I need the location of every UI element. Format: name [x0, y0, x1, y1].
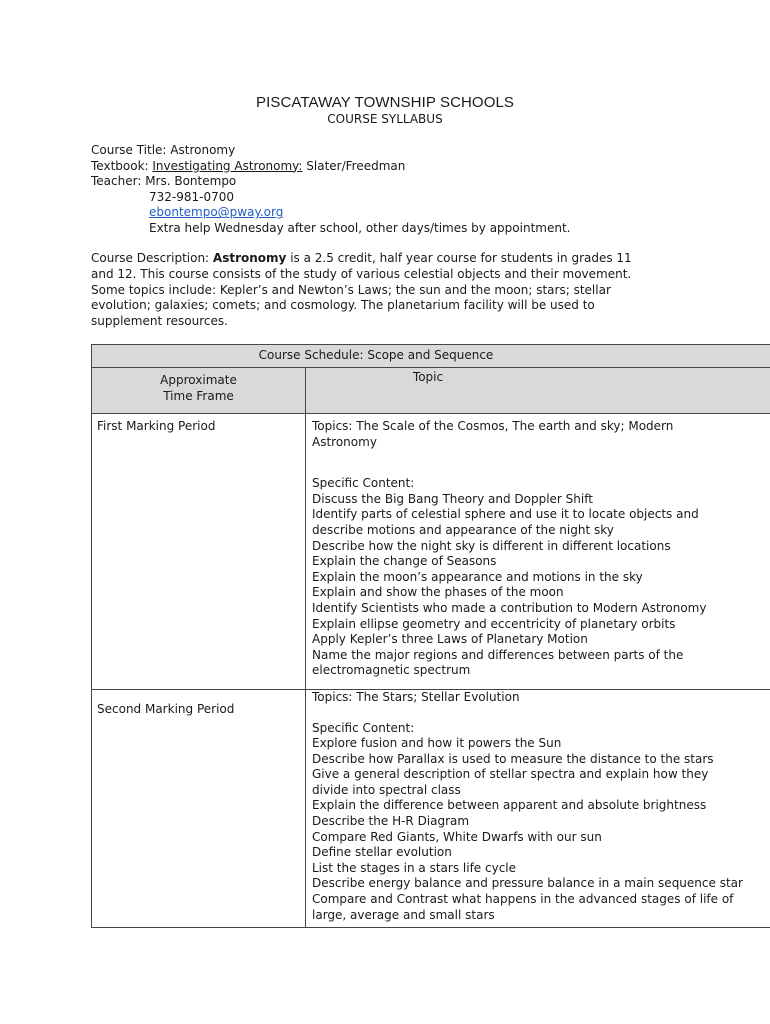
extra-help-note: Extra help Wednesday after school, other days/times by appointment.: [149, 220, 571, 235]
content-item: Compare Red Giants, White Dwarfs with our sun: [312, 829, 602, 844]
content-item: electromagnetic spectrum: [312, 663, 471, 678]
topics-line: Topics: The Scale of the Cosmos, The earth and sky; Modern: [312, 419, 674, 433]
topic-cell: [306, 414, 770, 690]
description-label: Course Description:: [91, 251, 213, 265]
content-item: Describe the H-R Diagram: [312, 814, 470, 829]
description-line: evolution; galaxies; comets; and cosmology. The planetarium facility will be used to: [91, 298, 595, 313]
content-item: Name the major regions and differences between parts of the: [312, 647, 684, 662]
content-list: [312, 736, 770, 923]
content-item: Identify parts of celestial sphere and use it to locate objects and: [312, 507, 699, 522]
description-text: is a 2.5 credit, half year course for students in grades 11: [286, 251, 632, 265]
content-item: Define stellar evolution: [312, 845, 452, 860]
description-line: supplement resources.: [91, 314, 228, 329]
content-item: Explain ellipse geometry and eccentricity of planetary orbits: [312, 616, 676, 631]
description-line: [91, 251, 671, 267]
column-header-topic: Topic: [306, 368, 770, 414]
content-item: Explain and show the phases of the moon: [312, 585, 564, 600]
specific-content-label: Specific Content:: [312, 476, 415, 491]
description-course-name: Astronomy: [212, 251, 287, 265]
content-item: Explore fusion and how it powers the Sun: [312, 736, 562, 751]
content-item: describe motions and appearance of the night sky: [312, 522, 614, 537]
content-item: Describe how Parallax is used to measure the distance to the stars: [312, 751, 714, 766]
textbook-title: Investigating Astronomy:: [152, 158, 303, 173]
table-row: [92, 689, 770, 927]
topics-line: Topics: The Stars; Stellar Evolution: [312, 689, 520, 704]
teacher-phone: 732-981-0700: [149, 189, 235, 204]
teacher-line: Teacher: Mrs. Bontempo: [91, 174, 237, 189]
course-title: Course Title: Astronomy: [91, 143, 236, 157]
textbook-line: [91, 159, 570, 175]
document-subtitle: COURSE SYLLABUS: [327, 112, 443, 126]
content-item: Identify Scientists who made a contribution to Modern Astronomy: [312, 600, 707, 615]
topic-cell: [306, 689, 770, 927]
email-line: [91, 205, 570, 221]
description-line: and 12. This course consists of the study of various celestial objects and their movement.: [91, 266, 632, 281]
description-line: Some topics include: Kepler’s and Newton’s Laws; the sun and the moon; stars; stellar: [91, 282, 611, 297]
content-item: Give a general description of stellar spectra and explain how they: [312, 767, 709, 782]
topics-line: Astronomy: [312, 434, 377, 449]
content-item: Apply Kepler’s three Laws of Planetary Motion: [312, 632, 588, 647]
period-cell: Second Marking Period: [92, 689, 306, 927]
content-item: Explain the change of Seasons: [312, 554, 497, 569]
content-item: Explain the difference between apparent and absolute brightness: [312, 798, 707, 813]
content-item: Compare and Contrast what happens in the advanced stages of life of: [312, 892, 734, 907]
school-title: PISCATAWAY TOWNSHIP SCHOOLS: [255, 94, 515, 111]
period-cell: First Marking Period: [92, 414, 306, 690]
textbook-label: Textbook:: [91, 158, 153, 173]
teacher-email-link[interactable]: ebontempo@pway.org: [149, 205, 284, 220]
content-item: Describe how the night sky is different in different locations: [312, 538, 671, 553]
content-list: [312, 492, 770, 679]
schedule-table: [91, 344, 770, 928]
column-header-timeframe: Approximate Time Frame: [92, 368, 306, 414]
table-row: [92, 414, 770, 690]
content-item: Explain the moon’s appearance and motions in the sky: [312, 569, 643, 584]
content-item: divide into spectral class: [312, 782, 461, 797]
course-description: [91, 251, 671, 330]
schedule-caption: Course Schedule: Scope and Sequence: [92, 345, 770, 368]
content-item: List the stages in a stars life cycle: [312, 860, 517, 875]
content-item: Discuss the Big Bang Theory and Doppler Shift: [312, 491, 593, 506]
course-info: [91, 143, 570, 237]
textbook-authors: Slater/Freedman: [302, 158, 406, 173]
content-item: Describe energy balance and pressure balance in a main sequence star: [312, 876, 743, 891]
specific-content-label: Specific Content:: [312, 720, 415, 735]
content-item: large, average and small stars: [312, 907, 495, 922]
